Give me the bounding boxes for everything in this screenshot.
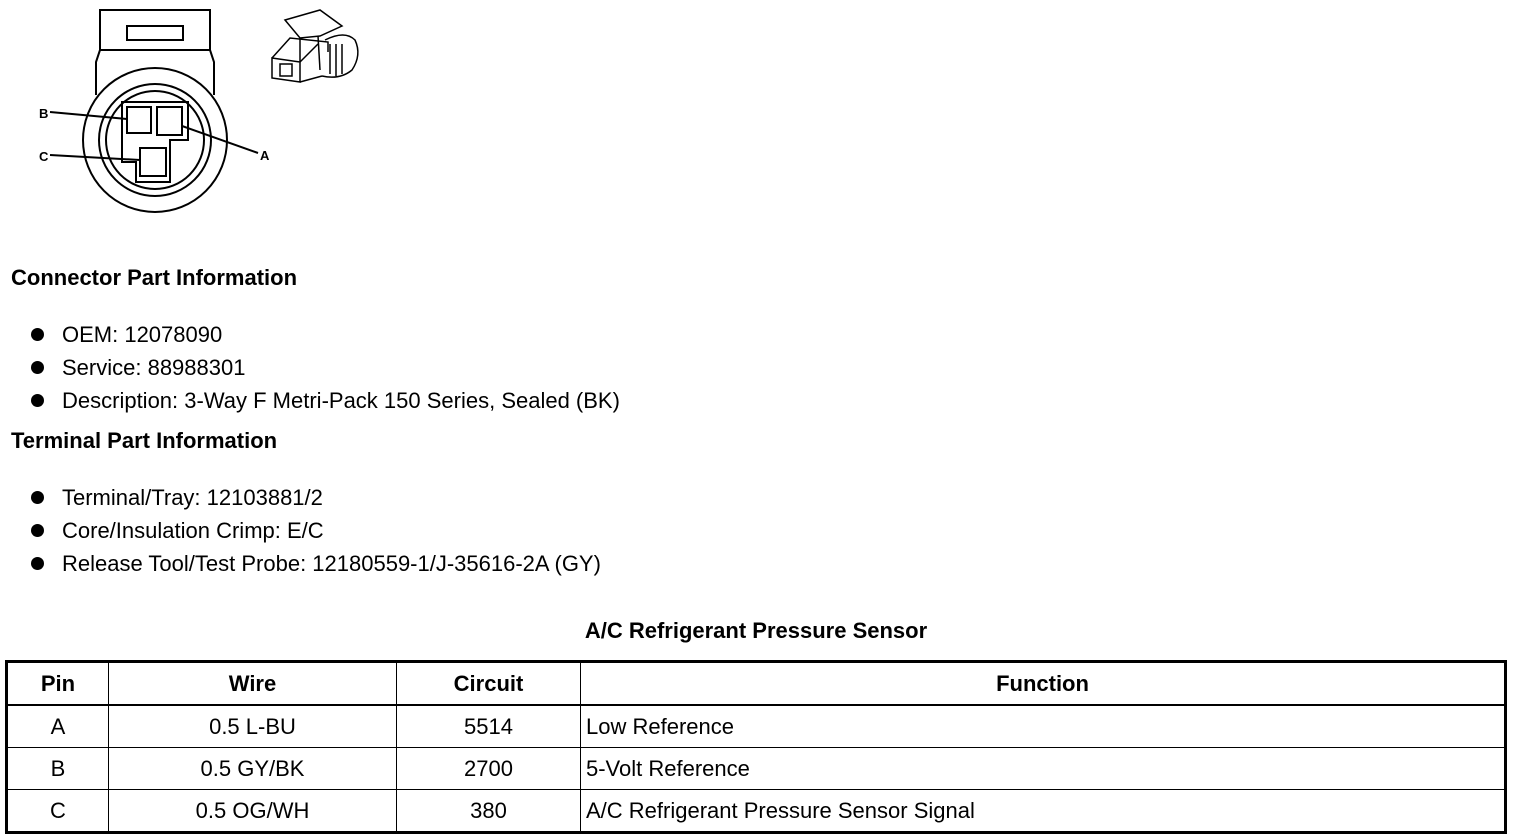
table-title: A/C Refrigerant Pressure Sensor	[584, 618, 928, 643]
bullet-icon	[31, 328, 44, 341]
connector-cavity	[122, 102, 188, 182]
bullet-icon	[31, 361, 44, 374]
bullet-icon	[31, 524, 44, 537]
list-item: Core/Insulation Crimp: E/C	[28, 514, 601, 547]
pin-label-c: C	[39, 149, 49, 164]
pin-c-cell	[140, 148, 166, 176]
connector-part-info-list	[28, 318, 620, 417]
cell-wire: 0.5 L-BU	[109, 705, 397, 748]
list-item: Terminal/Tray: 12103881/2	[28, 481, 601, 514]
cell-pin: B	[7, 748, 109, 790]
cell-function: A/C Refrigerant Pressure Sensor Signal	[581, 790, 1506, 833]
terminal-part-info-list	[28, 481, 601, 580]
cell-function: Low Reference	[581, 705, 1506, 748]
table-row	[7, 790, 1506, 833]
pin-b-cell	[127, 107, 151, 133]
list-item: OEM: 12078090	[28, 318, 620, 351]
cell-pin: C	[7, 790, 109, 833]
cell-wire: 0.5 GY/BK	[109, 748, 397, 790]
cell-circuit: 2700	[397, 748, 581, 790]
list-item: Release Tool/Test Probe: 12180559-1/J-35616-2A (GY)	[28, 547, 601, 580]
connector-latch	[100, 10, 210, 50]
pin-a-cell	[157, 107, 182, 135]
table-header-row	[7, 662, 1506, 706]
list-item: Description: 3-Way F Metri-Pack 150 Series, Sealed (BK)	[28, 384, 620, 417]
terminal-part-info-heading: Terminal Part Information	[11, 428, 278, 453]
cell-circuit: 380	[397, 790, 581, 833]
list-item: Service: 88988301	[28, 351, 620, 384]
column-header-function: Function	[581, 662, 1506, 706]
bullet-icon	[31, 394, 44, 407]
bullet-icon	[31, 491, 44, 504]
bullet-icon	[31, 557, 44, 570]
pin-label-b: B	[39, 106, 49, 121]
connector-perspective-icon	[272, 10, 358, 82]
connector-outer-ring	[83, 68, 227, 212]
column-header-pin: Pin	[7, 662, 109, 706]
table-row	[7, 705, 1506, 748]
pin-label-a: A	[260, 148, 270, 163]
column-header-circuit: Circuit	[397, 662, 581, 706]
table-row	[7, 748, 1506, 790]
cell-function: 5-Volt Reference	[581, 748, 1506, 790]
connector-part-info-heading: Connector Part Information	[11, 265, 298, 290]
cell-pin: A	[7, 705, 109, 748]
cell-circuit: 5514	[397, 705, 581, 748]
pinout-table	[5, 660, 1507, 834]
connector-diagram	[0, 0, 380, 230]
column-header-wire: Wire	[109, 662, 397, 706]
cell-wire: 0.5 OG/WH	[109, 790, 397, 833]
